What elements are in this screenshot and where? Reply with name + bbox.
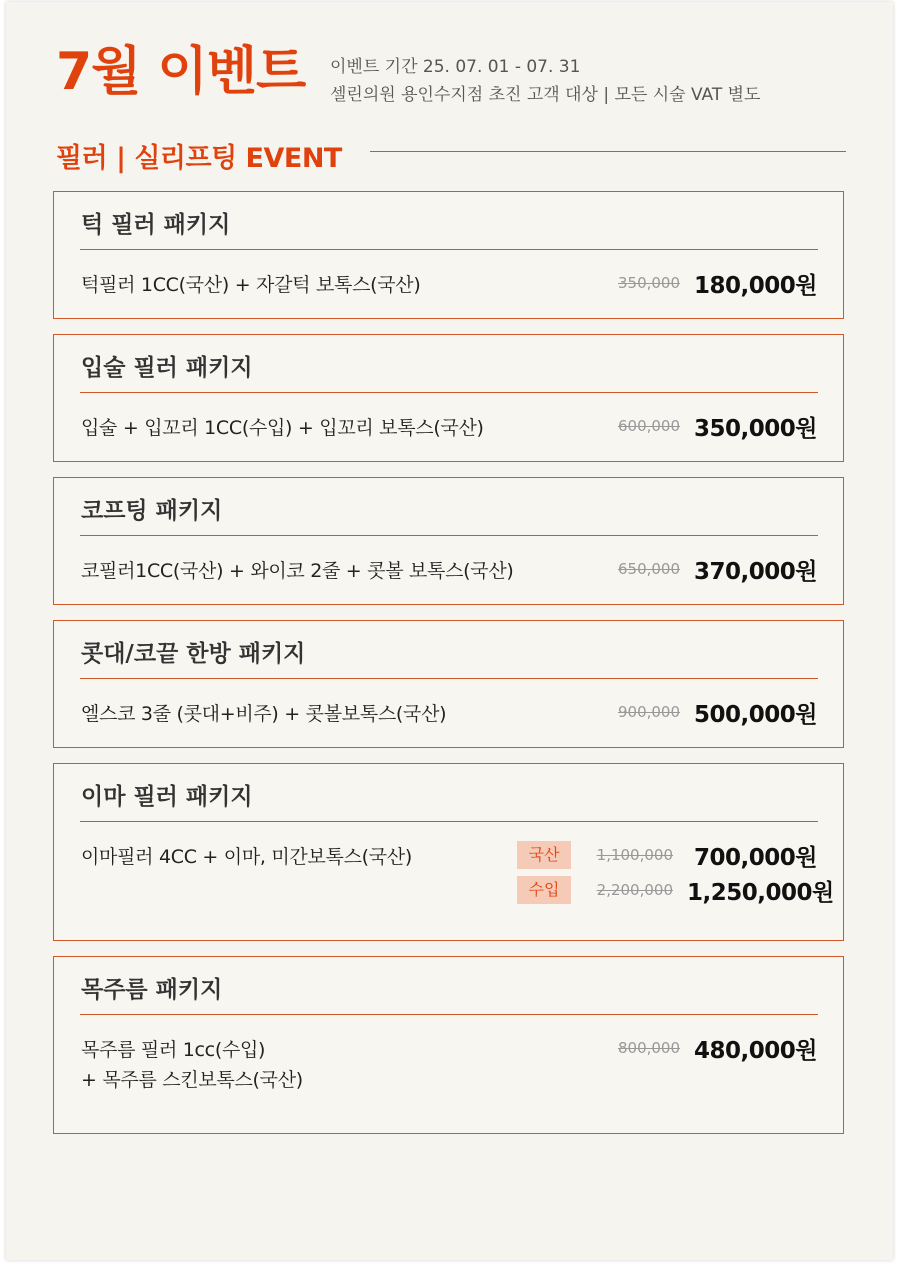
package-divider — [80, 821, 818, 822]
package-card-chin — [53, 191, 844, 319]
event-price: 350,000원 — [694, 415, 817, 442]
package-description: 턱필러 1CC(국산) + 자갈턱 보톡스(국산) — [81, 274, 421, 296]
package-card-neck-wrinkle — [53, 956, 844, 1134]
origin-tag: 수입 — [517, 876, 571, 904]
package-divider — [80, 678, 818, 679]
original-price: 600,000 — [617, 417, 681, 435]
package-description-line: + 목주름 스킨보톡스(국산) — [81, 1069, 303, 1091]
package-title: 턱 필러 패키지 — [81, 212, 231, 238]
package-description: 입술 + 입꼬리 1CC(수입) + 입꼬리 보톡스(국산) — [81, 417, 484, 439]
original-price: 650,000 — [617, 560, 681, 578]
event-notice: 셀린의원 용인수지점 초진 고객 대상 | 모든 시술 VAT 별도 — [330, 85, 761, 105]
event-price: 480,000원 — [694, 1037, 817, 1064]
original-price: 900,000 — [617, 703, 681, 721]
package-card-nose-lifting — [53, 477, 844, 605]
package-description: 엘스코 3줄 (콧대+비주) + 콧볼보톡스(국산) — [81, 703, 447, 725]
package-card-nose-bridge — [53, 620, 844, 748]
original-price: 350,000 — [617, 274, 681, 292]
event-price: 370,000원 — [694, 558, 817, 585]
package-divider — [80, 392, 818, 393]
package-card-forehead — [53, 763, 844, 941]
original-price: 1,100,000 — [596, 846, 673, 864]
package-description-line: 목주름 필러 1cc(수입) — [81, 1039, 266, 1061]
package-title: 목주름 패키지 — [81, 977, 223, 1003]
package-divider — [80, 1014, 818, 1015]
section-title: 필러 | 실리프팅 EVENT — [56, 143, 342, 174]
package-title: 코프팅 패키지 — [81, 498, 223, 524]
event-period: 이벤트 기간 25. 07. 01 - 07. 31 — [330, 57, 581, 77]
event-price: 1,250,000원 — [687, 879, 834, 906]
package-title: 콧대/코끝 한방 패키지 — [81, 641, 306, 667]
price-row — [618, 697, 817, 727]
package-divider — [80, 249, 818, 250]
original-price: 2,200,000 — [596, 881, 673, 899]
event-price: 700,000원 — [694, 844, 817, 871]
price-row-imported — [517, 875, 834, 906]
package-description: 코필러1CC(국산) + 와이코 2줄 + 콧볼 보톡스(국산) — [81, 560, 514, 582]
package-card-lips — [53, 334, 844, 462]
origin-tag: 국산 — [517, 841, 571, 869]
package-title: 이마 필러 패키지 — [81, 784, 253, 810]
price-row-domestic — [517, 840, 817, 870]
package-description: 이마필러 4CC + 이마, 미간보톡스(국산) — [81, 846, 412, 868]
event-price: 500,000원 — [694, 701, 817, 728]
original-price: 800,000 — [617, 1039, 681, 1057]
section-divider — [370, 151, 846, 152]
package-divider — [80, 535, 818, 536]
page-title: 7월 이벤트 — [56, 42, 306, 102]
price-row — [618, 554, 817, 584]
event-price: 180,000원 — [694, 272, 817, 299]
price-row — [618, 411, 817, 441]
price-row — [618, 268, 817, 298]
package-title: 입술 필러 패키지 — [81, 355, 253, 381]
price-row — [618, 1033, 817, 1063]
package-description — [81, 1035, 303, 1095]
